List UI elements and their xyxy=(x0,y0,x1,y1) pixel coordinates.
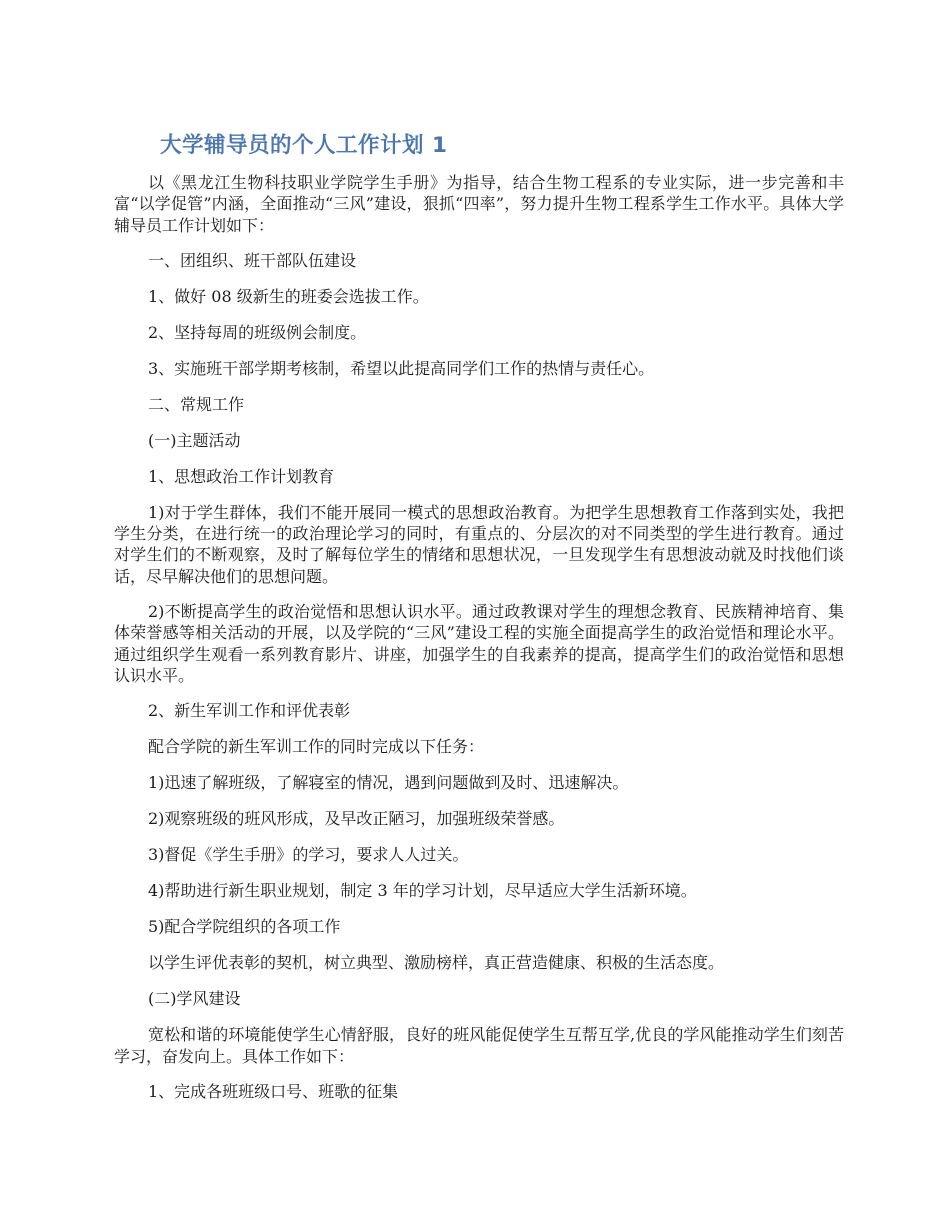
section-heading: 二、常规工作 xyxy=(148,394,245,414)
list-item: 1)迅速了解班级，了解寝室的情况，遇到问题做到及时、迅速解决。 xyxy=(148,773,629,793)
body-paragraph: 1)对于学生群体，我们不能开展同一模式的思想政治教育。为把学生思想教育工作落到实处，我把学生分类，在进行统一的政治理论学习的同时，有重点的、分层次的对不同类型的学生进行教育。通过对学生们的不断观察，及时了解每位学生的情绪和思想状况，一旦发现学生有思想波动就及时找他们谈话，尽早解决他们的思想问题。 xyxy=(114,502,844,586)
list-item: 4)帮助进行新生职业规划，制定 3 年的学习计划，尽早适应大学生活新环境。 xyxy=(148,881,697,901)
body-paragraph: 以学生评优表彰的契机，树立典型、激励榜样，真正营造健康、积极的生活态度。 xyxy=(148,953,725,973)
document-body xyxy=(114,172,844,1103)
list-item: 3、实施班干部学期考核制，希望以此提高同学们工作的热情与责任心。 xyxy=(148,358,655,378)
section-heading: 一、团组织、班干部队伍建设 xyxy=(148,250,357,270)
list-item: 5)配合学院组织的各项工作 xyxy=(148,917,341,937)
list-item: 1、做好 08 级新生的班委会选拔工作。 xyxy=(148,286,429,306)
list-item: 2)观察班级的班风形成，及早改正陋习，加强班级荣誉感。 xyxy=(148,809,565,829)
body-paragraph: 配合学院的新生军训工作的同时完成以下任务： xyxy=(148,737,485,757)
list-item: 2、新生军训工作和评优表彰 xyxy=(148,701,351,721)
subsection-heading: (一)主题活动 xyxy=(148,430,241,450)
intro-paragraph: 以《黑龙江生物科技职业学院学生手册》为指导，结合生物工程系的专业实际，进一步完善和丰富“以学促管”内涵，全面推动“三风”建设，狠抓“四率”，努力提升生物工程系学生工作水平。具体大学辅导员工作计划如下： xyxy=(114,173,844,235)
document-title: 大学辅导员的个人工作计划 1 xyxy=(160,133,448,158)
list-item: 1、完成各班班级口号、班歌的征集 xyxy=(148,1081,399,1101)
subsection-heading: (二)学风建设 xyxy=(148,989,241,1009)
list-item: 2、坚持每周的班级例会制度。 xyxy=(148,322,367,342)
body-paragraph: 宽松和谐的环境能使学生心情舒服，良好的班风能促使学生互帮互学,优良的学风能推动学生们刻苦学习，奋发向上。具体工作如下： xyxy=(114,1025,844,1066)
list-item: 1、思想政治工作计划教育 xyxy=(148,466,335,486)
list-item: 3)督促《学生手册》的学习，要求人人过关。 xyxy=(148,845,469,865)
body-paragraph: 2)不断提高学生的政治觉悟和思想认识水平。通过政教课对学生的理想念教育、民族精神培育、集体荣誉感等相关活动的开展，以及学院的“三风”建设工程的实施全面提高学生的政治觉悟和理论水平。通过组织学生观看一系列教育影片、讲座，加强学生的自我素养的提高，提高学生们的政治觉悟和思想认识水平。 xyxy=(114,602,844,685)
